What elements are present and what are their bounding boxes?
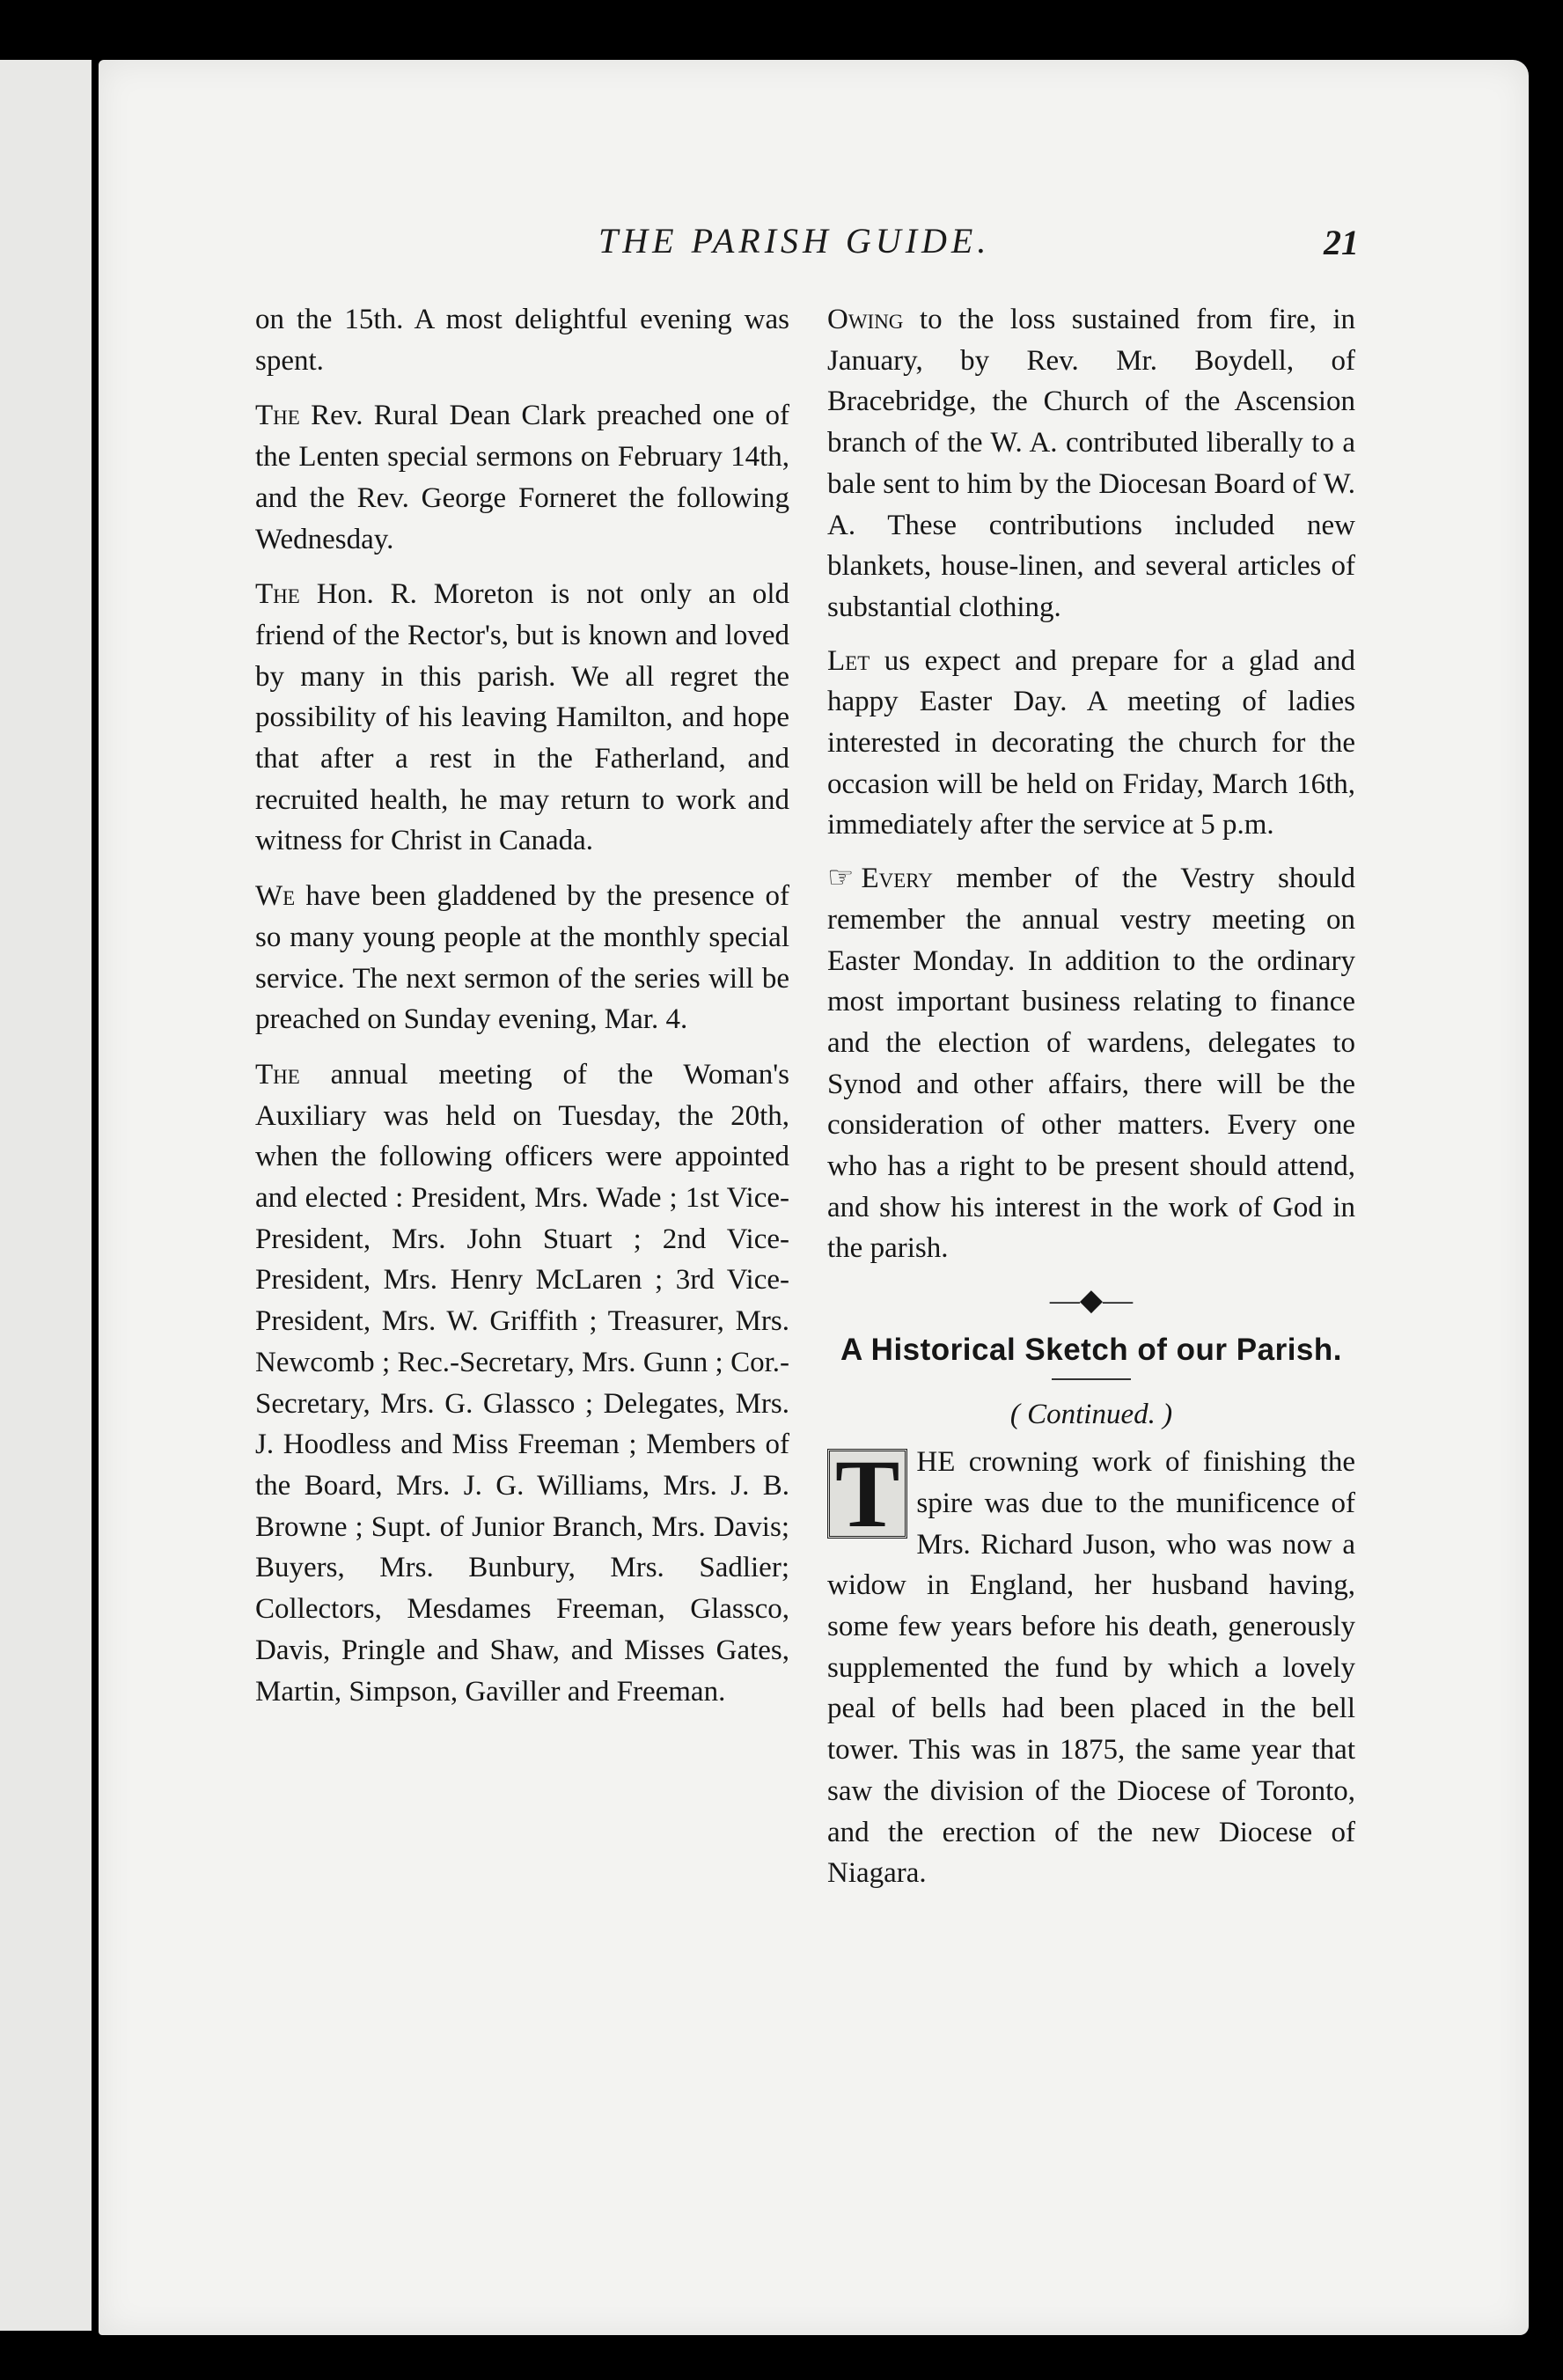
paragraph-evening: on the 15th. A most delightful evening was spent. [255,304,789,377]
paragraph-boydell-fire: Owing to the loss sustained from fire, in January, by Rev. Mr. Boydell, of Bracebridge, the Church of the Ascension branch of the W. A. contributed liberally to a bale sent to him by the Diocesan Board of W. A. These contributions included new blankets, house-linen, and several articles of substantial clothing. [827,304,1355,623]
paragraph-lead: We [255,880,296,913]
right-column [827,299,1355,1906]
paragraph-young-people: We have been gladdened by the presence of so many young people at the monthly special service. The next sermon of the series will be preached on Sunday evening, Mar. 4. [255,880,789,1036]
continued-note: ( Continued. ) [1009,1399,1173,1431]
paragraph-lead: Owing [827,304,904,335]
drop-cap: T [827,1449,907,1539]
left-column [255,299,789,1726]
page-number: 21 [1324,223,1359,262]
paragraph-moreton: The Hon. R. Moreton is not only an old friend of the Rector's, but is known and loved by many in this parish. We all regret the possibility of his leaving Hamilton, and hope that after a rest in the Fatherland, and recruited health, he may return to work and witness for Christ in Canada. [255,578,789,857]
paragraph-lead: Every [861,863,933,895]
paragraph-lenten-sermons: The Rev. Rural Dean Clark preached one of the Lenten special sermons on February 14th, and the Rev. George Forneret the following Wednesday. [255,400,789,555]
running-header: THE PARISH GUIDE. [598,221,991,261]
paragraph-lead: Let [827,644,870,677]
paragraph-lead: The [255,578,300,611]
paragraph-easter-day: Let us expect and prepare for a glad and happy Easter Day. A meeting of ladies interested in decorating the church for the occasion will be held on Friday, March 16th, immediately after the service at 5 p.m. [827,644,1355,841]
paragraph-vestry-meeting: ☞ Every member of the Vestry should remember the annual vestry meeting on Easter Monday. In addition to the ordinary most important business relating to finance and the election of wardens, delegates to Synod and other affairs, there will be the consideration of other matters. Every one who has a right to be present should attend, and show his interest in the work of God in the parish. [827,858,1355,1269]
paragraph-lead: The [255,1058,300,1091]
ornamental-divider: —◆— [1049,1284,1134,1318]
heading-rule [1052,1378,1131,1380]
section-heading: A Historical Sketch of our Parish. [840,1333,1342,1368]
pointing-hand-icon: ☞ [827,862,855,895]
paragraph-spire: T HE crowning work of finishing the spire was due to the munificence of Mrs. Richard Juson, who was now a widow in England, her husband having, some few years before his death, generously supplemented the fund by which a lovely peal of bells had been placed in the bell tower. This was in 1875, the same year that saw the division of the Diocese of Toronto, and the erection of the new Diocese of Niagara. [827,1440,1355,1890]
paragraph-lead: The [255,400,300,432]
paragraph-womans-auxiliary: The annual meeting of the Woman's Auxiliary was held on Tuesday, the 20th, when the following officers were appointed and elected : President, Mrs. Wade ; 1st Vice-President, Mrs. John Stuart ; 2nd Vice-President, Mrs. Henry McLaren ; 3rd Vice-President, Mrs. W. Griffith ; Treasurer, Mrs. Newcomb ; Rec.-Secretary, Mrs. Gunn ; Cor.-Secretary, Mrs. G. Glassco ; Delegates, Mrs. J. Hoodless and Miss Freeman ; Members of the Board, Mrs. J. G. Williams, Mrs. J. B. Browne ; Supt. of Junior Branch, Mrs. Davis; Buyers, Mrs. Bunbury, Mrs. Sadlier; Collectors, Mesdames Freeman, Glassco, Davis, Pringle and Shaw, and Misses Gates, Martin, Simpson, Gaviller and Freeman. [255,1058,789,1708]
previous-page-edge [0,60,92,2331]
